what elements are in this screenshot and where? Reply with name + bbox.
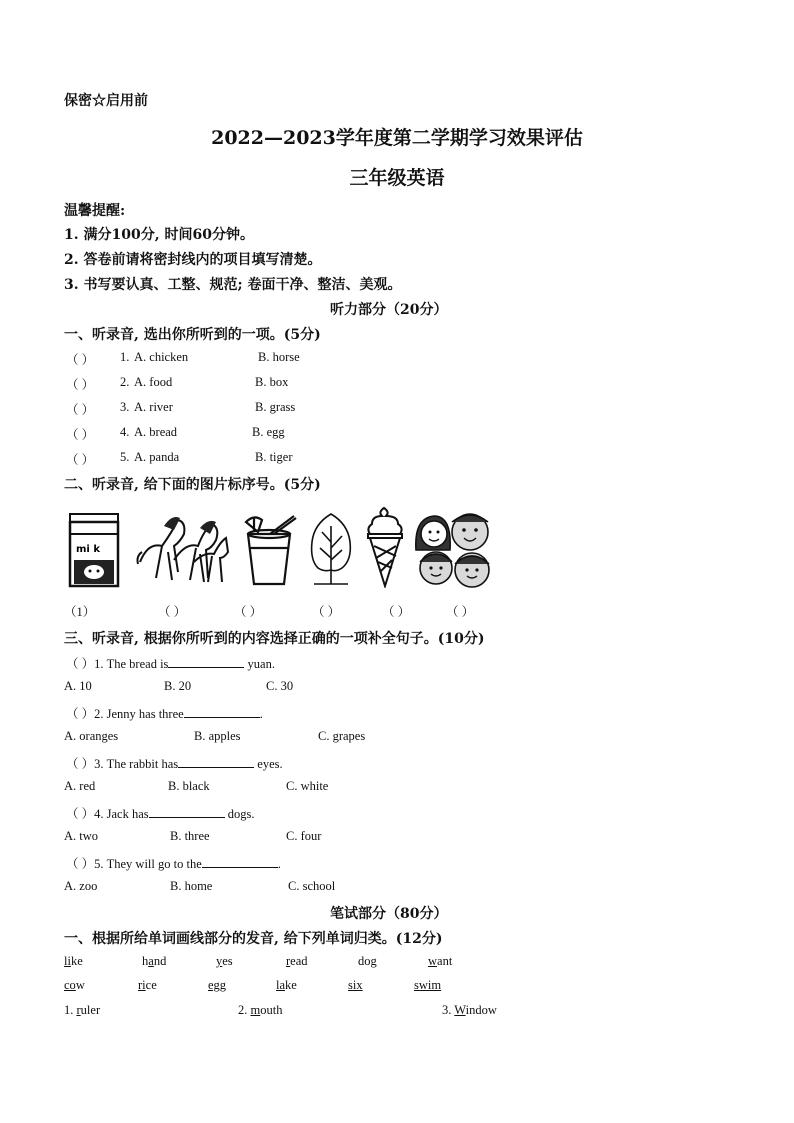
option: A. two — [64, 829, 99, 843]
answer-paren[interactable]: （ ） — [66, 453, 95, 467]
option: A. zoo — [64, 879, 98, 893]
exam-subtitle: 三年级英语 — [349, 167, 445, 189]
answer-paren[interactable]: （ ） — [66, 378, 95, 392]
option: B. black — [168, 779, 210, 793]
question-stem — [66, 854, 281, 872]
word: yes — [216, 954, 233, 968]
picture-label[interactable]: （ ） — [446, 605, 475, 619]
question-stem — [66, 804, 255, 822]
question-stem — [66, 754, 283, 772]
tree-icon — [308, 512, 354, 586]
word: like — [64, 954, 83, 968]
option-b: B. egg — [252, 425, 285, 439]
answer-blank[interactable] — [184, 705, 260, 718]
option-a: A. chicken — [134, 350, 189, 364]
milk-carton-icon — [66, 512, 122, 588]
stem-text: dogs. — [224, 807, 255, 821]
exam-title: 2022—2023学年度第二学期学习效果评估 — [211, 127, 583, 149]
tip-item: 2. 答卷前请将密封线内的项目填写清楚。 — [64, 252, 322, 268]
part3-heading: 三、听录音, 根据你所听到的内容选择正确的一项补全句子。(10分) — [64, 631, 485, 647]
answer-blank[interactable] — [149, 805, 225, 818]
option: C. grapes — [318, 729, 366, 743]
svg-text:mi k: mi k — [76, 544, 100, 555]
tip-item: 1. 满分100分, 时间60分钟。 — [64, 227, 254, 243]
option: B. 20 — [164, 679, 192, 693]
word: egg — [208, 978, 227, 992]
q-num: 1. — [120, 350, 130, 364]
option-a: A. food — [134, 375, 173, 389]
option: B. apples — [194, 729, 241, 743]
word: rice — [138, 978, 157, 992]
answer-paren[interactable]: （ ） — [66, 428, 95, 442]
word: dog — [358, 954, 377, 968]
option: C. white — [286, 779, 329, 793]
stem-text: （ ）3. The rabbit has — [66, 757, 179, 771]
part1-heading: 一、听录音, 选出你所听到的一项。(5分) — [64, 327, 321, 343]
tips-heading: 温馨提醒: — [64, 203, 126, 219]
stem-text: . — [259, 707, 263, 721]
juice-glass-icon — [240, 512, 298, 586]
tip-item: 3. 书写要认真、工整、规范; 卷面干净、整洁、美观。 — [64, 277, 402, 293]
answer-blank[interactable] — [202, 855, 278, 868]
option-b: B. tiger — [255, 450, 293, 464]
word: cow — [64, 978, 85, 992]
word: swim — [414, 978, 442, 992]
option: C. school — [288, 879, 336, 893]
question-stem — [66, 654, 275, 672]
category: 3. Window — [442, 1003, 497, 1017]
option: B. home — [170, 879, 213, 893]
q-num: 4. — [120, 425, 130, 439]
option-b: B. box — [255, 375, 289, 389]
stem-text: eyes. — [254, 757, 283, 771]
family-icon — [414, 510, 496, 590]
stem-text: （ ）1. The bread is — [66, 657, 169, 671]
answer-paren[interactable]: （ ） — [66, 353, 95, 367]
writing-part1-heading: 一、根据所给单词画线部分的发音, 给下列单词归类。(12分) — [64, 931, 443, 947]
picture-label[interactable]: （ ） — [382, 605, 411, 619]
option: A. red — [64, 779, 96, 793]
stem-text: （ ）2. Jenny has three — [66, 707, 184, 721]
ice-cream-icon — [364, 506, 406, 588]
picture-label: （1） — [64, 605, 96, 619]
word: lake — [276, 978, 297, 992]
word: six — [348, 978, 363, 992]
question-stem — [66, 704, 263, 722]
horses-icon — [134, 512, 230, 586]
option-a: A. bread — [134, 425, 178, 439]
option: C. four — [286, 829, 322, 843]
option-a: A. panda — [134, 450, 180, 464]
picture-label[interactable]: （ ） — [158, 605, 187, 619]
q-num: 3. — [120, 400, 130, 414]
category: 2. mouth — [238, 1003, 283, 1017]
option: C. 30 — [266, 679, 294, 693]
answer-paren[interactable]: （ ） — [66, 403, 95, 417]
option: A. oranges — [64, 729, 119, 743]
option-a: A. river — [134, 400, 173, 414]
word: want — [428, 954, 453, 968]
stem-text: . — [277, 857, 281, 871]
option: B. three — [170, 829, 210, 843]
secret-label: 保密☆启用前 — [64, 93, 148, 109]
option-b: B. horse — [258, 350, 300, 364]
part2-heading: 二、听录音, 给下面的图片标序号。(5分) — [64, 477, 321, 493]
category: 1. ruler — [64, 1003, 101, 1017]
answer-blank[interactable] — [168, 655, 244, 668]
q-num: 2. — [120, 375, 130, 389]
option: A. 10 — [64, 679, 92, 693]
listening-heading: 听力部分（20分） — [330, 302, 448, 318]
word: hand — [142, 954, 167, 968]
writing-heading: 笔试部分（80分） — [330, 906, 448, 922]
stem-text: （ ）4. Jack has — [66, 807, 149, 821]
answer-blank[interactable] — [178, 755, 254, 768]
picture-label[interactable]: （ ） — [312, 605, 341, 619]
option-b: B. grass — [255, 400, 296, 414]
stem-text: （ ）5. They will go to the — [66, 857, 202, 871]
q-num: 5. — [120, 450, 130, 464]
picture-label[interactable]: （ ） — [234, 605, 263, 619]
word: read — [286, 954, 308, 968]
stem-text: yuan. — [244, 657, 275, 671]
